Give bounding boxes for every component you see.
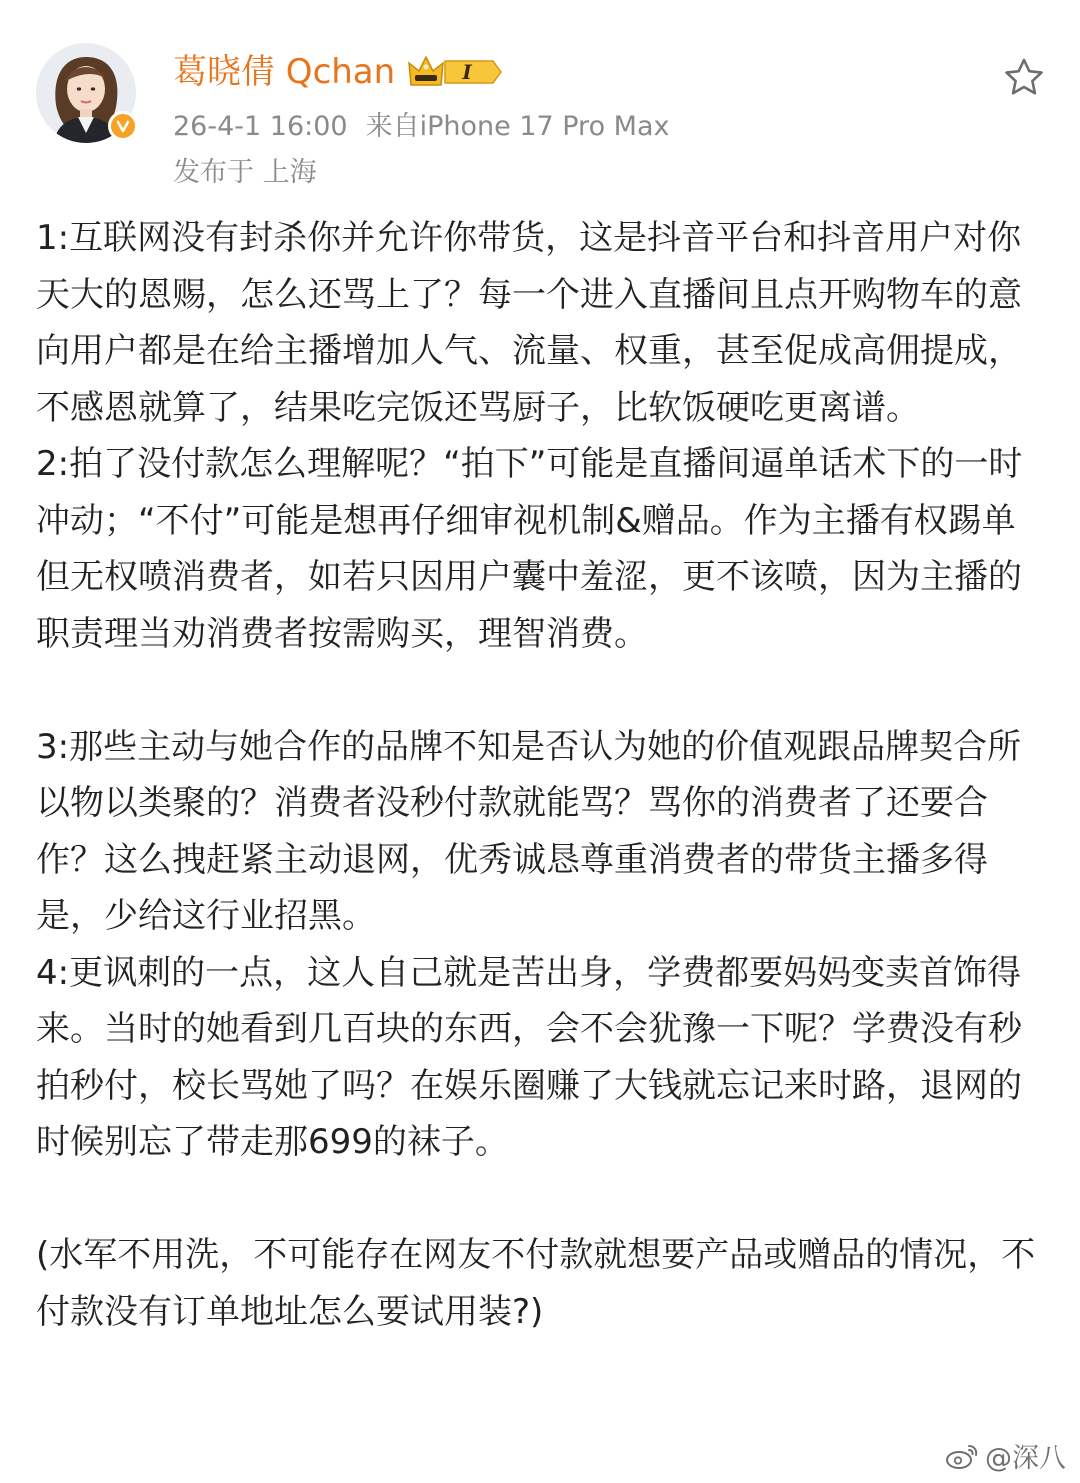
weibo-logo-icon	[945, 1442, 979, 1470]
crown-vip-icon[interactable]	[407, 52, 503, 92]
paragraph-spacer	[36, 662, 1048, 719]
post-paragraph-5: (水军不用洗，不可能存在网友不付款就想要产品或赠品的情况，不付款没有订单地址怎么要试用装?)	[36, 1235, 1036, 1332]
post-paragraph-2: 2:拍了没付款怎么理解呢？“拍下”可能是直播间逼单话术下的一时冲动；“不付”可能是想再仔细审视机制&赠品。作为主播有权踢单但无权喷消费者，如若只因用户囊中羞涩，更不该喷，因为主播的职责理当劝消费者按需购买，理智消费。	[36, 444, 1023, 654]
vip-level-label: I	[462, 60, 472, 84]
post-time: 26-4-1 16:00	[173, 111, 348, 142]
author-name-row	[173, 48, 503, 96]
paragraph-spacer	[36, 1171, 1048, 1228]
watermark	[945, 1436, 1066, 1475]
post-meta	[173, 104, 670, 143]
watermark-text: @深八	[985, 1443, 1066, 1474]
post-paragraph-3: 3:那些主动与她合作的品牌不知是否认为她的价值观跟品牌契合所以物以类聚的？消费者没秒付款就能骂？骂你的消费者了还要合作？这么拽赶紧主动退网，优秀诚恳尊重消费者的带货主播多得是，少给这行业招黑。	[36, 726, 1022, 936]
post-body	[36, 210, 1048, 1340]
post-paragraph-4: 4:更讽刺的一点，这人自己就是苦出身，学费都要妈妈变卖首饰得来。当时的她看到几百块的东西，会不会犹豫一下呢？学费没有秒拍秒付，校长骂她了吗？在娱乐圈赚了大钱就忘记来时路，退网的时候别忘了带走那699的袜子。	[36, 952, 1022, 1162]
favorite-star-icon[interactable]	[1003, 57, 1045, 97]
post-source: 来自iPhone 17 Pro Max	[365, 111, 670, 142]
author-avatar-container[interactable]	[36, 43, 136, 143]
author-name[interactable]: 葛晓倩 Qchan	[173, 52, 396, 92]
post-paragraph-1: 1:互联网没有封杀你并允许你带货，这是抖音平台和抖音用户对你天大的恩赐，怎么还骂上了？每一个进入直播间且点开购物车的意向用户都是在给主播增加人气、流量、权重，甚至促成高佣提成，不感恩就算了，结果吃完饭还骂厨子，比软饭硬吃更离谱。	[36, 218, 1022, 428]
verified-v-icon	[108, 111, 138, 141]
post-location: 发布于 上海	[173, 157, 317, 188]
